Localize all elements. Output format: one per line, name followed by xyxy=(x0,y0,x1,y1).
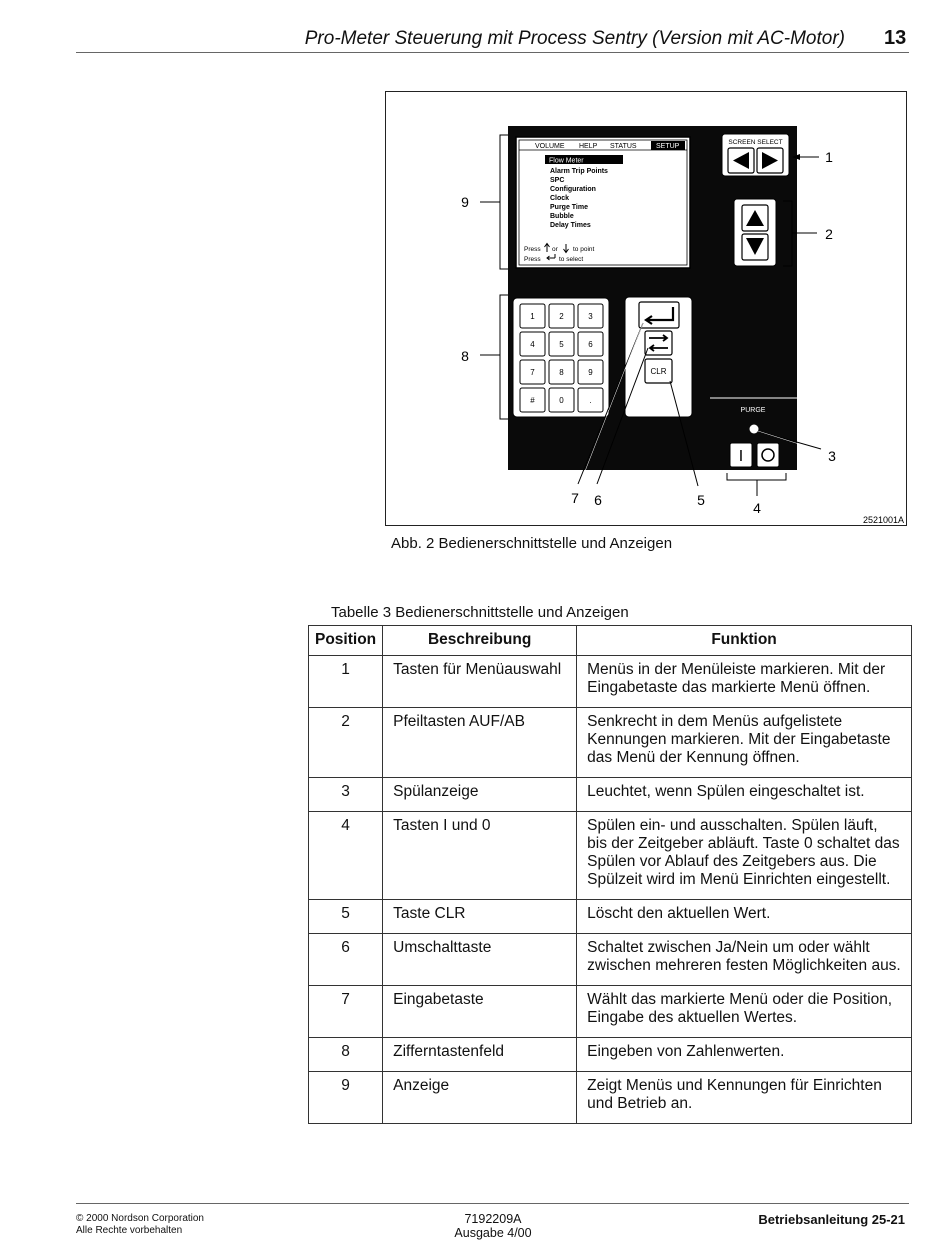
key-1-label: 1 xyxy=(530,312,535,321)
menu-item-spc: SPC xyxy=(550,177,565,184)
table-row xyxy=(309,934,912,986)
bracket-8 xyxy=(500,295,508,419)
header-rule xyxy=(76,52,909,53)
row-position: 8 xyxy=(309,1038,383,1072)
menu-item-flow-meter: Flow Meter xyxy=(549,157,584,165)
key-5-label: 5 xyxy=(559,340,564,349)
key-7-label: 7 xyxy=(530,368,535,377)
row-position: 4 xyxy=(309,812,383,900)
table-caption: Tabelle 3 Bedienerschnittstelle und Anzeigen xyxy=(331,604,629,621)
row-function: Spülen ein- und ausschalten. Spülen läuft, bis der Zeitgeber abläuft. Taste 0 schaltet das Spülen vor Ablauf des Zeitgebers aus. Die Spülzeit wird im Menü Einrichten eingestellt. xyxy=(577,812,912,900)
key-9-label: 9 xyxy=(588,368,593,377)
figure-caption: Abb. 2 Bedienerschnittstelle und Anzeigen xyxy=(391,535,673,552)
row-function: Zeigt Menüs und Kennungen für Einrichten und Betrieb an. xyxy=(577,1072,912,1124)
table-row xyxy=(309,986,912,1038)
key-3-label: 3 xyxy=(588,312,593,321)
menu-item-configuration: Configuration xyxy=(550,186,596,193)
footer-doc-number: 7192209A xyxy=(464,1212,522,1226)
table-row xyxy=(309,656,912,708)
row-description: Tasten I und 0 xyxy=(383,812,577,900)
table-row xyxy=(309,900,912,934)
purge-label: PURGE xyxy=(740,407,766,414)
key-0-label: 0 xyxy=(559,396,564,405)
menu-tab-status: STATUS xyxy=(610,143,637,150)
key-hash-label: # xyxy=(530,396,535,405)
footer-rule xyxy=(76,1203,909,1204)
row-description: Zifferntastenfeld xyxy=(383,1038,577,1072)
footer-copyright: © 2000 Nordson Corporation xyxy=(76,1213,204,1224)
footer-manual: Betriebsanleitung 25-21 xyxy=(758,1212,905,1227)
table-row xyxy=(309,708,912,778)
page-number: 13 xyxy=(884,27,907,49)
callout-5: 5 xyxy=(697,492,705,508)
key-2-label: 2 xyxy=(559,312,564,321)
figure-id: 2521001A xyxy=(862,515,904,525)
screen-select-label: SCREEN SELECT xyxy=(728,139,783,146)
row-description: Taste CLR xyxy=(383,900,577,934)
table-header-row xyxy=(309,626,912,656)
purge-indicator-led xyxy=(750,425,759,434)
hint-to-point: to point xyxy=(573,246,595,253)
row-position: 9 xyxy=(309,1072,383,1124)
row-description: Pfeiltasten AUF/AB xyxy=(383,708,577,778)
purge-off-button xyxy=(757,443,779,467)
row-position: 2 xyxy=(309,708,383,778)
callout-8: 8 xyxy=(461,348,469,364)
clr-key-label: CLR xyxy=(650,367,667,376)
callout-1: 1 xyxy=(825,149,833,165)
col-header-position: Position xyxy=(309,626,383,656)
key-4-label: 4 xyxy=(530,340,535,349)
key-dot-label: . xyxy=(589,396,592,405)
hint-to-select: to select xyxy=(559,256,584,263)
footer-copyright-block xyxy=(76,1213,204,1237)
table-row xyxy=(309,812,912,900)
callout-3: 3 xyxy=(828,448,836,464)
callout-2: 2 xyxy=(825,226,833,242)
footer-doc-block xyxy=(430,1212,556,1240)
menu-tab-setup: SETUP xyxy=(656,143,680,150)
table-row xyxy=(309,1038,912,1072)
bracket-9 xyxy=(500,135,508,269)
menu-tab-help: HELP xyxy=(579,143,598,150)
row-function: Eingeben von Zahlenwerten. xyxy=(577,1038,912,1072)
row-description: Umschalttaste xyxy=(383,934,577,986)
row-description: Anzeige xyxy=(383,1072,577,1124)
row-position: 1 xyxy=(309,656,383,708)
interface-table xyxy=(308,625,912,1124)
row-position: 7 xyxy=(309,986,383,1038)
menu-item-clock: Clock xyxy=(550,195,570,202)
row-function: Senkrecht in dem Menüs aufgelistete Kennungen markieren. Mit der Eingabetaste das Menü der Kennung öffnen. xyxy=(577,708,912,778)
row-function: Menüs in der Menüleiste markieren. Mit der Eingabetaste das markierte Menü öffnen. xyxy=(577,656,912,708)
row-function: Leuchtet, wenn Spülen eingeschaltet ist. xyxy=(577,778,912,812)
footer-edition: Ausgabe 4/00 xyxy=(454,1226,532,1240)
running-header-title: Pro-Meter Steuerung mit Process Sentry (Version mit AC-Motor) xyxy=(304,28,845,49)
table-row xyxy=(309,1072,912,1124)
col-header-function: Funktion xyxy=(577,626,912,656)
key-6-label: 6 xyxy=(588,340,593,349)
callout-4: 4 xyxy=(753,500,761,516)
callout-6: 6 xyxy=(594,492,602,508)
row-function: Löscht den aktuellen Wert. xyxy=(577,900,912,934)
hint-press-2: Press xyxy=(524,256,541,263)
hint-or: or xyxy=(552,246,558,253)
callout-9: 9 xyxy=(461,194,469,210)
row-description: Spülanzeige xyxy=(383,778,577,812)
menu-item-bubble: Bubble xyxy=(550,213,574,220)
menu-item-purge-time: Purge Time xyxy=(550,204,588,211)
footer-rights: Alle Rechte vorbehalten xyxy=(76,1225,183,1236)
key-8-label: 8 xyxy=(559,368,564,377)
col-header-description: Beschreibung xyxy=(383,626,577,656)
toggle-key xyxy=(645,331,672,355)
row-position: 5 xyxy=(309,900,383,934)
table-row xyxy=(309,778,912,812)
row-position: 3 xyxy=(309,778,383,812)
hint-press-1: Press xyxy=(524,246,541,253)
row-function: Schaltet zwischen Ja/Nein um oder wählt zwischen mehreren festen Möglichkeiten aus. xyxy=(577,934,912,986)
menu-tab-volume: VOLUME xyxy=(535,143,565,150)
row-position: 6 xyxy=(309,934,383,986)
row-description: Eingabetaste xyxy=(383,986,577,1038)
control-panel-illustration xyxy=(385,91,907,526)
row-function: Wählt das markierte Menü oder die Position, Eingabe des aktuellen Wertes. xyxy=(577,986,912,1038)
menu-item-delay-times: Delay Times xyxy=(550,222,591,229)
menu-item-alarm: Alarm Trip Points xyxy=(550,168,608,175)
callout-7: 7 xyxy=(571,490,579,506)
row-description: Tasten für Menüauswahl xyxy=(383,656,577,708)
purge-on-label: I xyxy=(738,448,744,465)
